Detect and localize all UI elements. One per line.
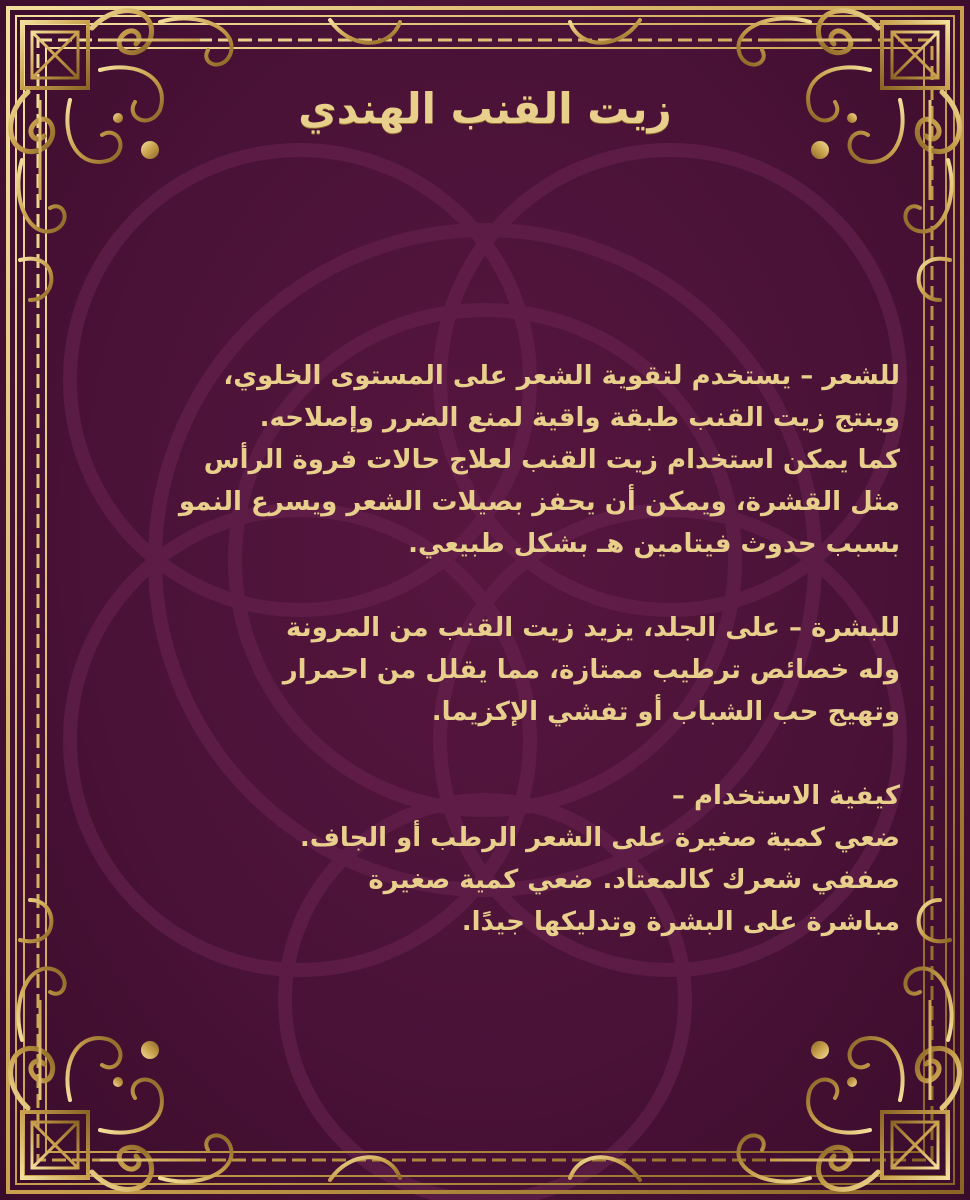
text-line: وتهيج حب الشباب أو تفشي الإكزيما. — [431, 697, 900, 727]
body-content — [70, 355, 900, 943]
text-line: وله خصائص ترطيب ممتازة، مما يقلل من احمرار — [282, 655, 900, 685]
text-line: مباشرة على البشرة وتدليكها جيدًا. — [461, 907, 900, 937]
text-line: وينتج زيت القنب طبقة واقية لمنع الضرر وإصلاحه. — [259, 403, 900, 433]
text-line: ضعي كمية صغيرة على الشعر الرطب أو الجاف. — [299, 823, 900, 853]
text-line: للشعر – يستخدم لتقوية الشعر على المستوى الخلوي، — [223, 361, 900, 391]
text-line: كما يمكن استخدام زيت القنب لعلاج حالات فروة الرأس — [203, 445, 900, 475]
text-line: صففي شعرك كالمعتاد. ضعي كمية صغيرة — [368, 865, 900, 895]
text-line: للبشرة – على الجلد، يزيد زيت القنب من المرونة — [286, 613, 900, 643]
text-line: مثل القشرة، ويمكن أن يحفز بصيلات الشعر ويسرع النمو — [178, 487, 900, 517]
page-title: زيت القنب الهندي — [298, 84, 672, 133]
text-line: بسبب حدوث فيتامين هـ بشكل طبيعي. — [408, 529, 900, 559]
hair-section — [70, 355, 900, 565]
text-line: كيفية الاستخدام – — [671, 781, 900, 811]
skin-section — [70, 607, 900, 733]
usage-section — [70, 775, 900, 943]
